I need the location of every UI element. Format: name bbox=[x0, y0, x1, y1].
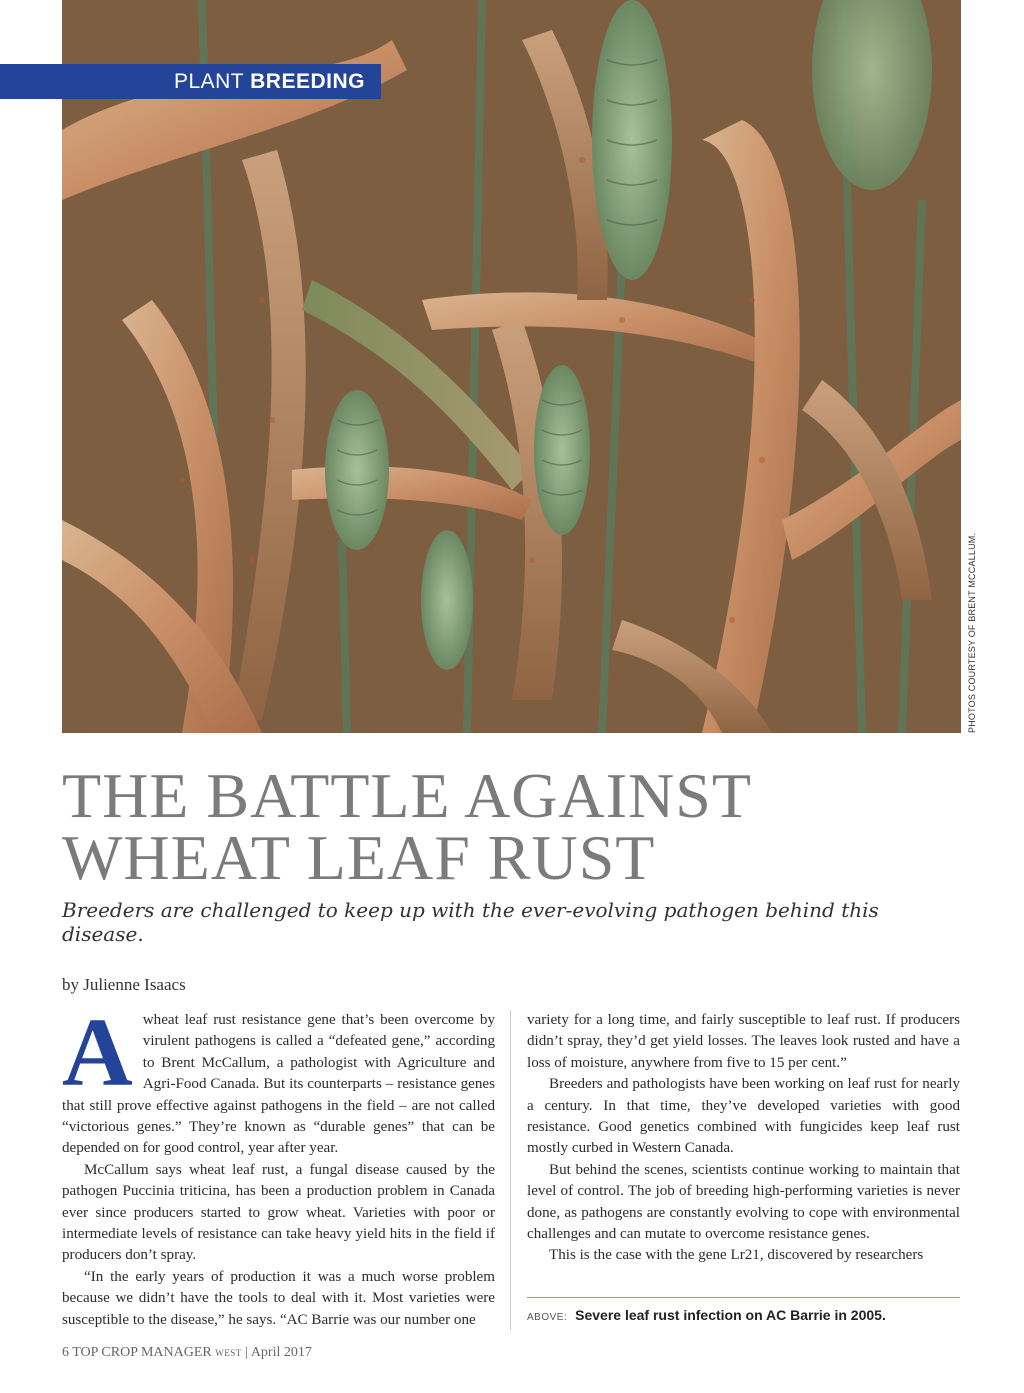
column-divider bbox=[510, 1010, 511, 1330]
folio bbox=[62, 1345, 312, 1361]
caption-text: Severe leaf rust infection on AC Barrie in 2005. bbox=[575, 1307, 886, 1323]
paragraph: variety for a long time, and fairly susceptible to leaf rust. If producers didn’t spray, they’d get yield losses. The leaves look rusted and have a loss of moisture, anywhere from five to 15 per cent.” bbox=[527, 1012, 960, 1071]
headline-line-2: WHEAT LEAF RUST bbox=[62, 822, 656, 893]
paragraph: McCallum says wheat leaf rust, a fungal disease caused by the pathogen Puccinia triticina, has been a production problem in Canada ever since producers started to grow wheat. Varieties with poor or intermediate levels of resistance can take heavy yield hits in the field if producers don’t spray. bbox=[62, 1161, 495, 1264]
body-column-left bbox=[62, 999, 495, 1331]
magazine-edition: WEST bbox=[215, 1348, 242, 1358]
caption-divider bbox=[527, 1297, 960, 1298]
photo-caption bbox=[527, 1307, 960, 1323]
photo-credit: PHOTOS COURTESY OF BRENT MCCALLUM. bbox=[967, 532, 977, 733]
section-tag-bold: BREEDING bbox=[250, 69, 365, 93]
issue-date: April 2017 bbox=[250, 1345, 312, 1360]
headline-line-1: THE BATTLE AGAINST bbox=[62, 760, 752, 831]
folio-separator: | bbox=[245, 1345, 249, 1360]
caption-label: ABOVE: bbox=[527, 1312, 568, 1323]
section-tag-light: PLANT bbox=[173, 69, 245, 93]
paragraph: “In the early years of production it was a much worse problem because we didn’t have the tools to deal with it. Most varieties were susceptible to the disease,” he says. “AC Barrie was our number one bbox=[62, 1268, 495, 1328]
page-number: 6 bbox=[62, 1345, 69, 1360]
paragraph: wheat leaf rust resistance gene that’s been overcome by virulent pathogens is called a “defeated gene,” according to Brent McCallum, a pathologist with Agriculture and Agri-Food Canada. But its counterparts – resistance genes that still prove effective against pathogens in the field – are not called “victorious genes.” They’re known as “durable genes” that can be depended on for good control, year after year. bbox=[62, 1012, 495, 1157]
drop-cap: A bbox=[62, 999, 133, 1107]
deck: Breeders are challenged to keep up with the ever-evolving pathogen behind this disease. bbox=[62, 898, 879, 946]
byline: by Julienne Isaacs bbox=[62, 975, 186, 994]
wheat-leaf-rust-illustration bbox=[62, 0, 961, 733]
magazine-name: TOP CROP MANAGER bbox=[72, 1345, 212, 1360]
headline bbox=[62, 760, 962, 893]
section-tag bbox=[0, 64, 381, 99]
body-column-right bbox=[527, 1010, 960, 1267]
paragraph: This is the case with the gene Lr21, discovered by researchers bbox=[549, 1247, 924, 1264]
paragraph: Breeders and pathologists have been working on leaf rust for nearly a century. In that time, they’ve developed varieties with good resistance. Good genetics combined with fungicides keep leaf rust mostly curbed in Western Canada. bbox=[527, 1076, 960, 1157]
hero-photo bbox=[62, 0, 961, 733]
paragraph: But behind the scenes, scientists continue working to maintain that level of control. The job of breeding high-performing varieties is never done, as pathogens are constantly evolving to cope with environmental challenges and can mutate to overcome resistance genes. bbox=[527, 1161, 960, 1243]
